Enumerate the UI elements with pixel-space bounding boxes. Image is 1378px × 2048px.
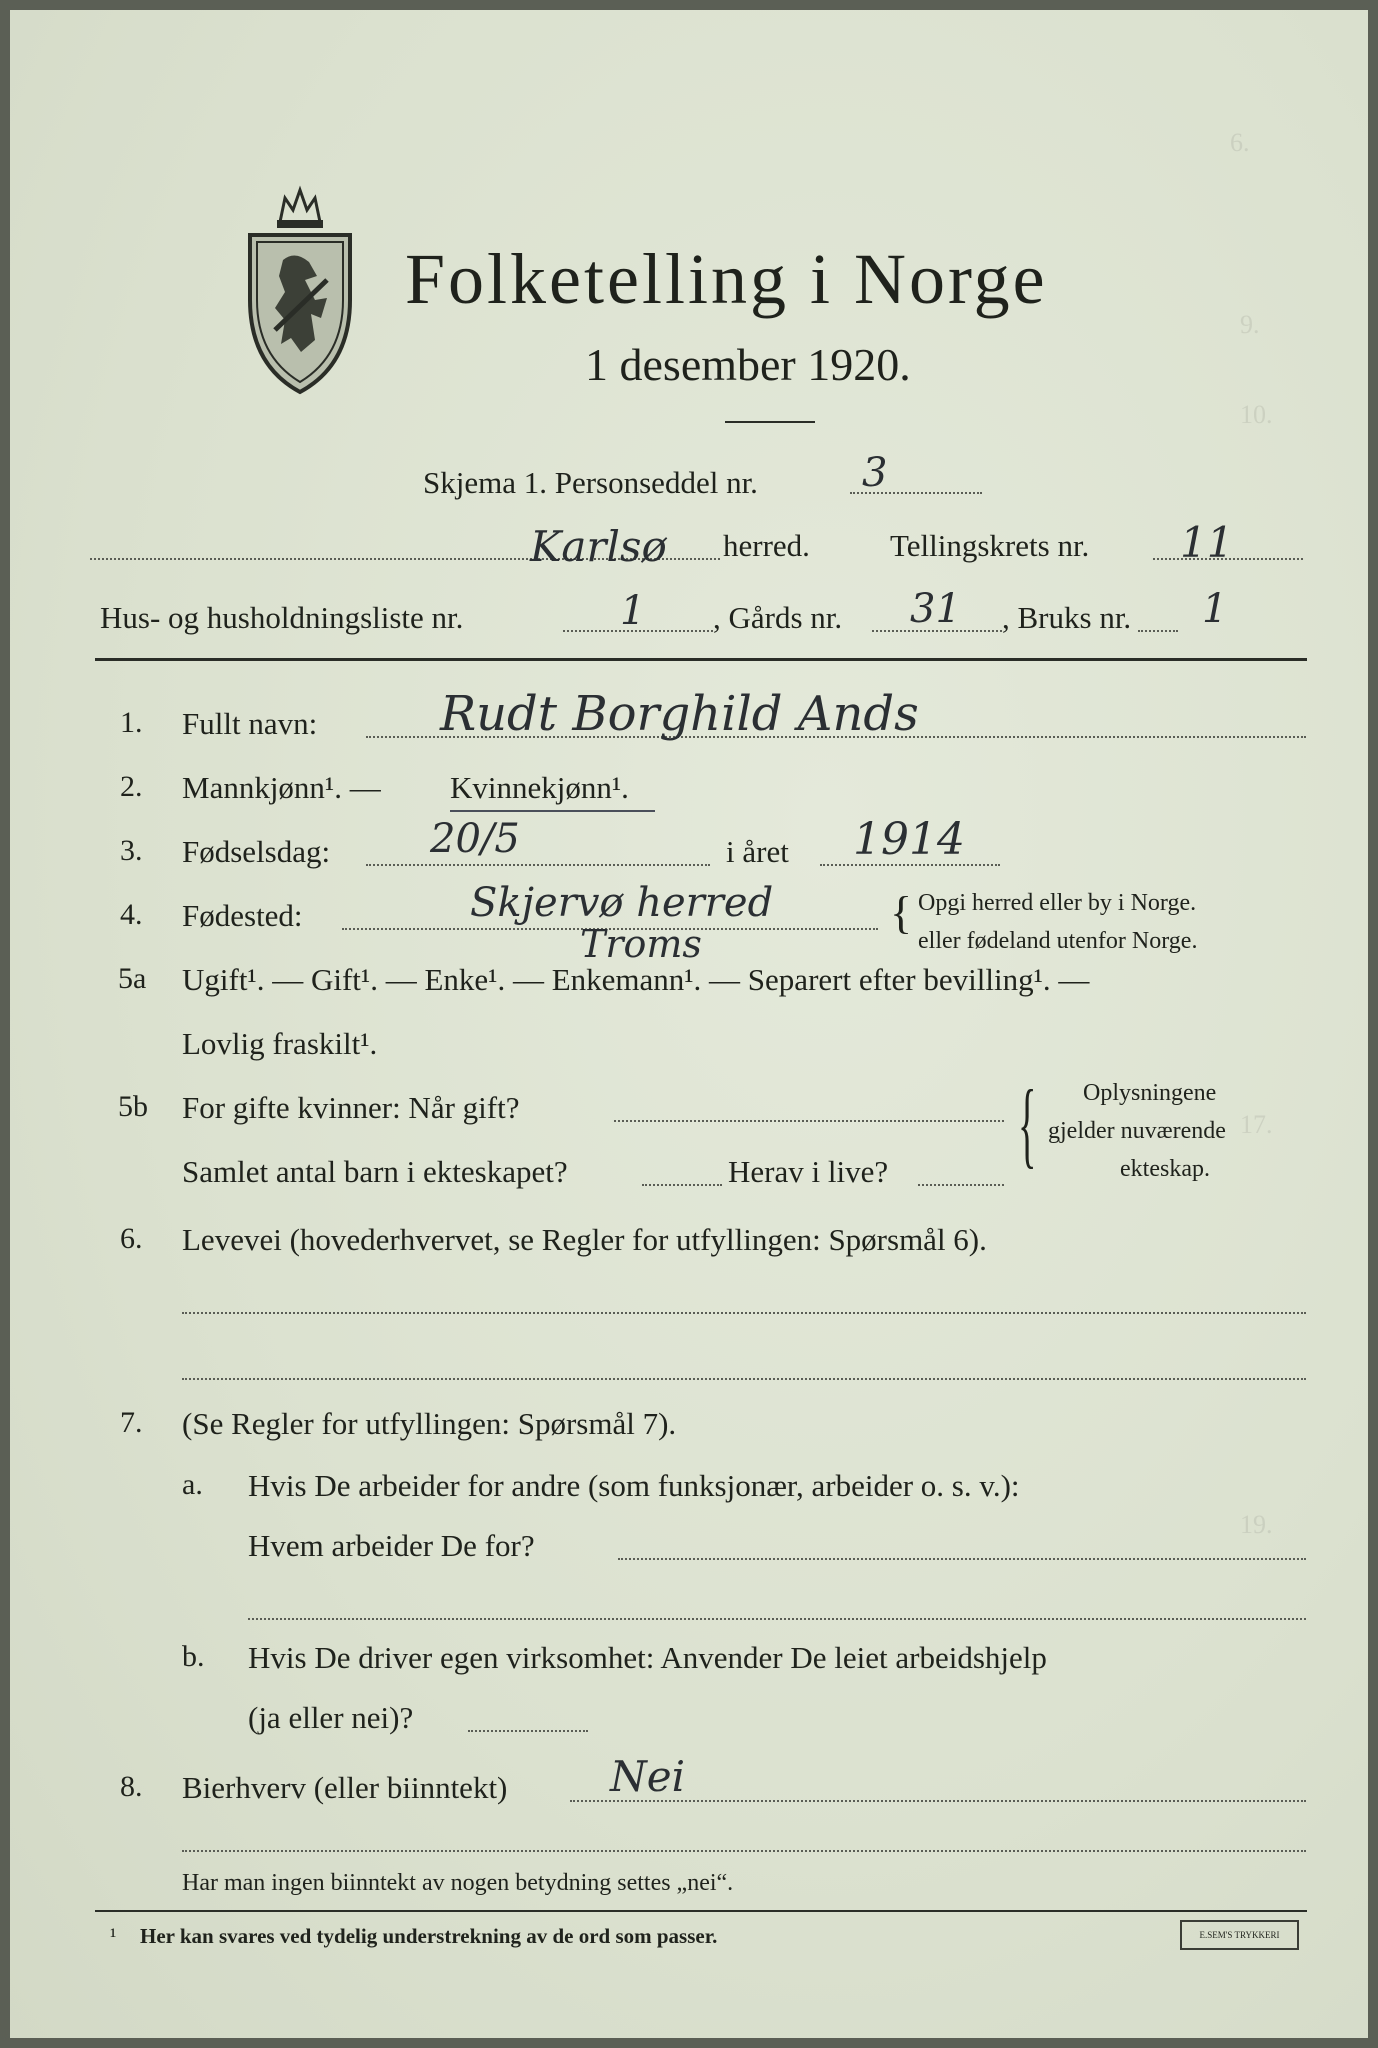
q6-label: Levevei (hovederhvervet, se Regler for utfyllingen: Spørsmål 6). [182, 1222, 987, 1257]
q2-number: 2. [120, 770, 143, 803]
q7b-text: Hvis De driver egen virksomhet: Anvender De leiet arbeidshjelp [248, 1640, 1047, 1675]
q6-number: 6. [120, 1222, 143, 1255]
q1-value[interactable]: Rudt Borghild Ands [440, 686, 919, 742]
coat-of-arms-icon [235, 180, 365, 405]
form-title: Folketelling i Norge [405, 239, 1048, 319]
q7b-letter: b. [182, 1640, 205, 1673]
census-form: 6. 9. 10. 17. 19. Folketelling i Norge 1 desember 1920. Skjema 1. Personseddel nr. 3 Karlsø herred. Tellingskrets nr. 11 Hus- og husholdningsliste nr. 1 , Gårds nr. 31 , Bruks nr. 1 1. Fullt navn: Rudt Borghild Ands 2. Mannkjønn¹. — Kvinnekjønn¹. 3. Fødselsdag: 20/5 i året 1914 4. Fødested: Skjervø herred Troms { Opgi herred eller by i Norge. eller fødeland utenfor Norge. 5a Ugift¹. — Gift¹. — Enke¹. — Enkemann¹. — Separert efter bevilling¹. — Lovlig fraskilt¹. 5b For gifte kvinner: Når gift? Samlet antal barn i ekteskapet? Herav i live? { Oplysningene gjelder nuværende ekteskap. 6. Levevei (hovederhvervet, se Regler for utfyllingen: Spørsmål 6). 7. (Se Regler for utfyllingen: Spørsmål 7). a. Hvis De arbeider for andre (som funksjonær, arbeider o. s. v.): Hvem arbeider De for? b. Hvis De driver egen virksomhet: Anvender De leiet arbeidshjelp (ja eller nei)? 8. Bierhverv (eller biinntekt) Nei Har man ingen biinntekt av nogen betydning settes „nei“. ¹ Her kan svares ved tydelig understrekning av de ord som passer. E.SEM'S TRYKKERI [10, 10, 1368, 2038]
q3-value[interactable]: 20/5 [430, 816, 520, 862]
q5b-married-label: For gifte kvinner: Når gift? [182, 1090, 520, 1125]
q5b-alive-line [918, 1184, 1004, 1186]
printer-stamp-text: E.SEM'S TRYKKERI [1199, 1930, 1280, 1940]
q8-number: 8. [120, 1770, 143, 1803]
schema-number: 3 [862, 450, 888, 496]
q2-female[interactable]: Kvinnekjønn¹. [450, 770, 629, 805]
q5b-note-line3: ekteskap. [1120, 1156, 1210, 1182]
q5b-children-label: Samlet antal barn i ekteskapet? [182, 1154, 568, 1189]
footnote-mark: ¹ [110, 1924, 117, 1948]
footer-divider [95, 1910, 1307, 1912]
q5b-brace: { [1018, 1070, 1037, 1177]
q4-brace: { [890, 887, 913, 938]
gards-label: , Gårds nr. [713, 600, 843, 635]
q4-note-line2: eller fødeland utenfor Norge. [918, 928, 1198, 954]
q3-year-label: i året [726, 834, 789, 869]
husholdningsliste-value[interactable]: 1 [620, 588, 646, 634]
herred-value[interactable]: Karlsø [530, 522, 667, 571]
q5a-options[interactable]: Ugift¹. — Gift¹. — Enke¹. — Enkemann¹. — Separert efter bevilling¹. — [182, 962, 1090, 997]
q7-label: (Se Regler for utfyllingen: Spørsmål 7). [182, 1406, 677, 1441]
q6-answer-line-2[interactable] [182, 1378, 1306, 1380]
q7a-answer-line-2[interactable] [248, 1618, 1306, 1620]
q4-number: 4. [120, 898, 143, 931]
q8-answer-line-2[interactable] [182, 1850, 1306, 1852]
q3-number: 3. [120, 834, 143, 867]
q3-year-value[interactable]: 1914 [853, 814, 965, 865]
tellingskrets-value[interactable]: 11 [1180, 518, 1234, 567]
q7a-text: Hvis De arbeider for andre (som funksjonær, arbeider o. s. v.): [248, 1468, 1020, 1503]
nei-note: Har man ingen biinntekt av nogen betydning settes „nei“. [182, 1870, 734, 1896]
q5a-options-line2[interactable]: Lovlig fraskilt¹. [182, 1026, 378, 1061]
q7a-question: Hvem arbeider De for? [248, 1528, 535, 1563]
q5a-number: 5a [118, 962, 147, 995]
footnote: Her kan svares ved tydelig understrekning av de ord som passer. [140, 1924, 718, 1948]
q7-number: 7. [120, 1406, 143, 1439]
q3-line [366, 864, 710, 866]
tellingskrets-label: Tellingskrets nr. [890, 528, 1090, 563]
q4-value[interactable]: Skjervø herred [470, 880, 774, 926]
q4-note-line1: Opgi herred eller by i Norge. [918, 890, 1197, 916]
q1-number: 1. [120, 706, 143, 739]
q2-female-underline [450, 810, 655, 812]
gards-value[interactable]: 31 [910, 586, 961, 632]
q5b-married-line [614, 1120, 1004, 1122]
husholdningsliste-label: Hus- og husholdningsliste nr. [100, 600, 464, 635]
q2-male: Mannkjønn¹. — [182, 770, 381, 805]
q8-value[interactable]: Nei [610, 1752, 686, 1801]
q1-label: Fullt navn: [182, 706, 318, 741]
schema-label: Skjema 1. Personseddel nr. [423, 465, 758, 500]
q8-label: Bierhverv (eller biinntekt) [182, 1770, 508, 1805]
header-divider [725, 421, 815, 423]
bruks-value[interactable]: 1 [1202, 586, 1228, 632]
q7b-question: (ja eller nei)? [248, 1700, 414, 1735]
schema-number-line [850, 492, 982, 494]
q5b-note-line2: gjelder nuværende [1048, 1118, 1226, 1144]
q5b-number: 5b [118, 1090, 148, 1123]
q3-label: Fødselsdag: [182, 834, 331, 869]
q5b-note-line1: Oplysningene [1083, 1080, 1217, 1106]
bruks-label: , Bruks nr. [1002, 600, 1132, 635]
section-divider [95, 658, 1307, 661]
q4-label: Fødested: [182, 898, 303, 933]
q7a-letter: a. [182, 1468, 203, 1501]
bruks-line [1138, 630, 1178, 632]
census-date: 1 desember 1920. [585, 339, 911, 390]
q5b-children-line [642, 1184, 722, 1186]
q4-value-second-line[interactable]: Troms [580, 922, 702, 966]
herred-label: herred. [723, 528, 810, 563]
q6-answer-line-1[interactable] [182, 1312, 1306, 1314]
printer-stamp [1180, 1920, 1299, 1950]
q7b-answer-line[interactable] [468, 1730, 588, 1732]
q7a-answer-line-1[interactable] [618, 1558, 1306, 1560]
q5b-alive-label: Herav i live? [728, 1154, 889, 1189]
